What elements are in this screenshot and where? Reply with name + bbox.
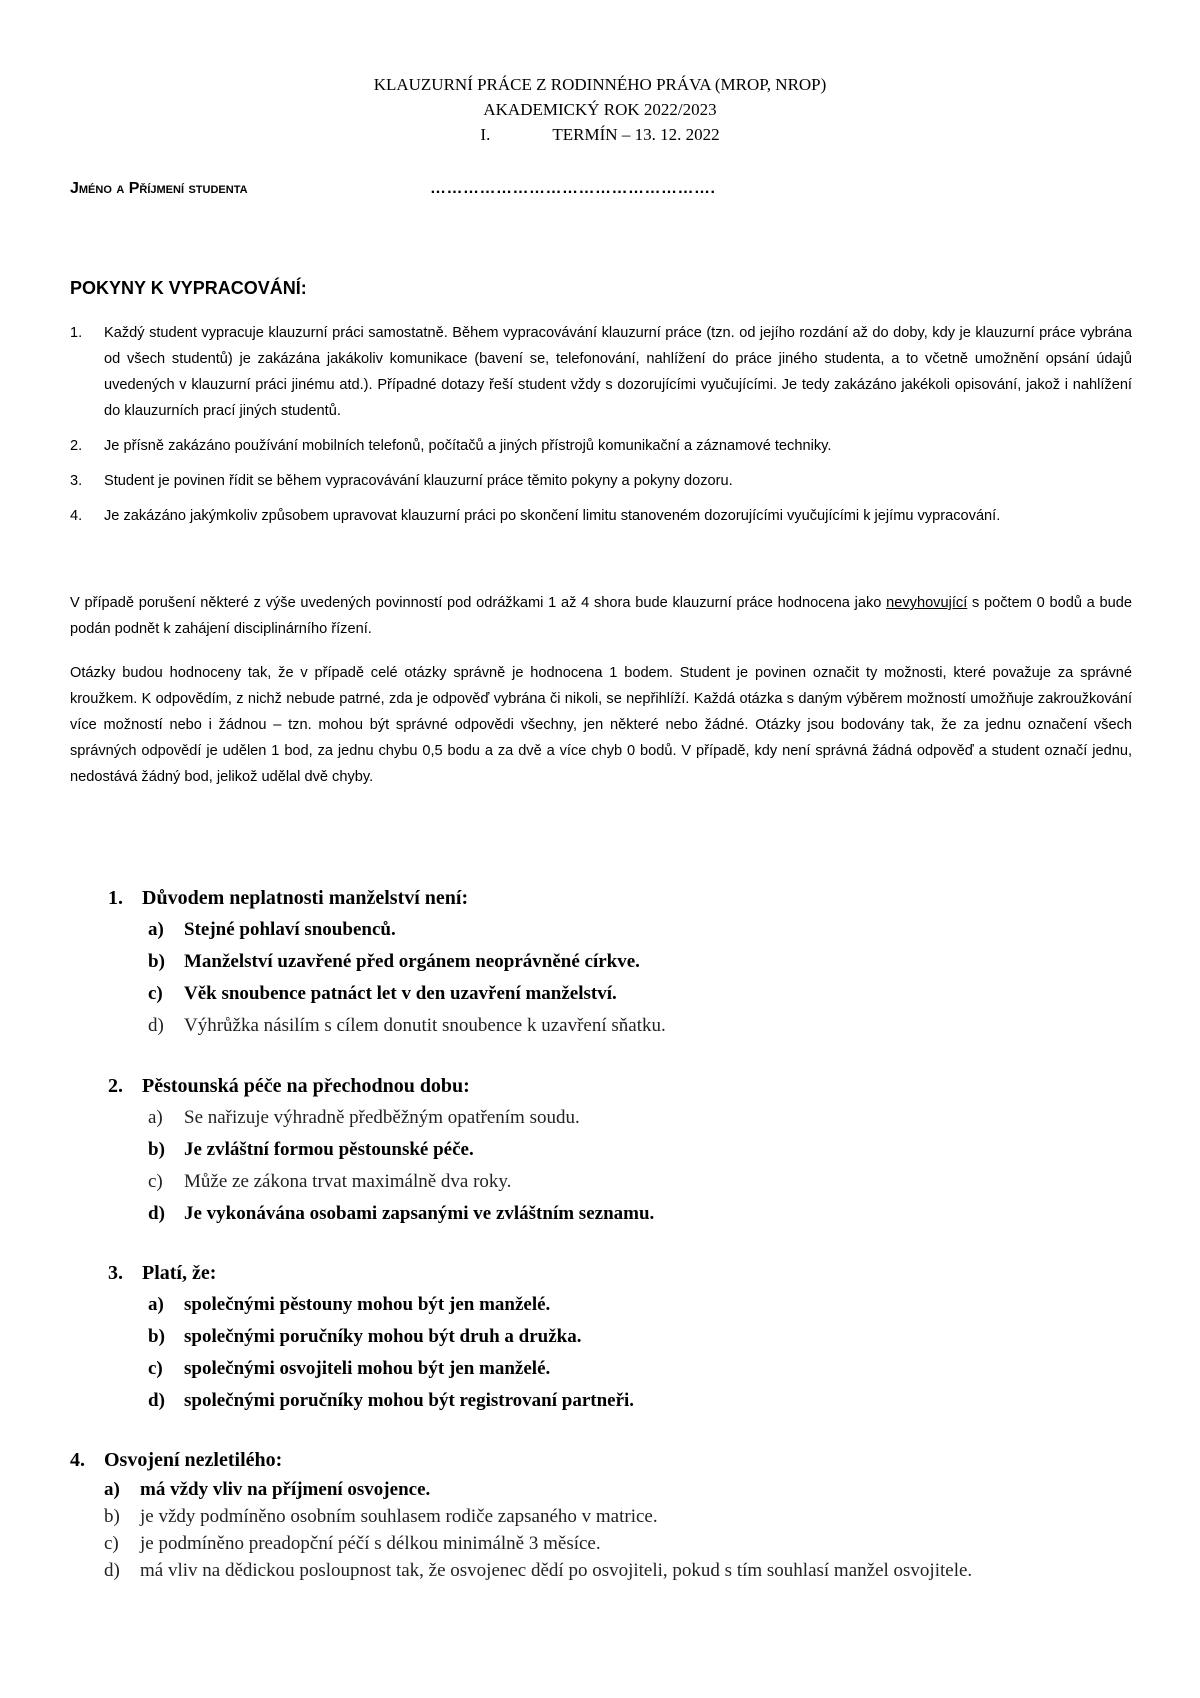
question-title <box>108 882 1138 914</box>
option-text: Výhrůžka násilím s cílem donutit snoubence k uzavření sňatku. <box>184 1015 666 1036</box>
option-letter: c) <box>148 983 163 1004</box>
student-name-field[interactable]: ……………………………………………. <box>430 180 716 197</box>
option-a[interactable] <box>104 1476 1140 1503</box>
question-4 <box>70 1444 1140 1584</box>
option-d[interactable] <box>148 1385 1138 1417</box>
question-text: Osvojení nezletilého: <box>104 1449 283 1471</box>
option-text: Stejné pohlaví snoubenců. <box>184 919 396 940</box>
option-letter: d) <box>148 1015 164 1036</box>
option-text: společnými poručníky mohou být druh a družka. <box>184 1326 582 1347</box>
document-header <box>0 72 1200 147</box>
option-text: Manželství uzavřené před orgánem neoprávněné církve. <box>184 951 640 972</box>
option-c[interactable] <box>104 1530 1140 1557</box>
option-letter: a) <box>148 1107 163 1128</box>
rule-number: 2. <box>70 438 83 454</box>
violation-text-end: s počtem 0 bodů a bude podán podnět k zahájení disciplinárního řízení. <box>70 595 1132 637</box>
header-title: KLAUZURNÍ PRÁCE Z RODINNÉHO PRÁVA (MROP, NROP) <box>373 75 827 94</box>
option-letter: a) <box>148 919 164 940</box>
question-number: 4. <box>70 1449 85 1471</box>
question-text: Důvodem neplatnosti manželství není: <box>142 887 469 909</box>
option-letter: a) <box>148 1294 164 1315</box>
rule-text: Je zakázáno jakýmkoliv způsobem upravovat klauzurní práci po skončení limitu stanoveném dozorujícími vyučujícími k jejímu vypracování. <box>104 508 1001 524</box>
option-text: Je zvláštní formou pěstounské péče. <box>184 1139 474 1160</box>
option-text: Může ze zákona trvat maximálně dva roky. <box>184 1171 512 1192</box>
option-letter: a) <box>104 1479 120 1500</box>
question-number: 3. <box>108 1262 123 1284</box>
option-letter: b) <box>148 1326 165 1347</box>
option-text: společnými pěstouny mohou být jen manželé. <box>184 1294 551 1315</box>
option-letter: d) <box>104 1560 120 1581</box>
option-text: je vždy podmíněno osobním souhlasem rodiče zapsaného v matrice. <box>140 1506 658 1527</box>
option-letter: b) <box>148 1139 165 1160</box>
option-text: společnými osvojiteli mohou být jen manželé. <box>184 1358 551 1379</box>
option-text: Se nařizuje výhradně předběžným opatřením soudu. <box>184 1107 580 1128</box>
question-number: 1. <box>108 887 123 909</box>
rule-item <box>70 320 1132 424</box>
instructions-title: POKYNY K VYPRACOVÁNÍ: <box>70 278 307 298</box>
option-text: má vždy vliv na příjmení osvojence. <box>140 1479 431 1500</box>
rule-number: 3. <box>70 473 83 489</box>
rule-item <box>70 503 1132 529</box>
option-d[interactable] <box>148 1010 1138 1042</box>
violation-text-start: V případě porušení některé z výše uvedených povinností pod odrážkami 1 až 4 shora bude klauzurní práce hodnocena jako <box>70 595 887 611</box>
option-text: Věk snoubence patnáct let v den uzavření manželství. <box>184 983 617 1004</box>
rule-item <box>70 433 1132 459</box>
option-letter: c) <box>148 1358 163 1379</box>
options-list <box>108 914 1138 1042</box>
options-list <box>108 1102 1138 1230</box>
term-number: I. <box>480 125 491 144</box>
rule-item <box>70 468 1132 494</box>
question-text: Platí, že: <box>142 1262 217 1284</box>
option-letter: d) <box>148 1390 165 1411</box>
header-academic-year: AKADEMICKÝ ROK 2022/2023 <box>483 100 717 119</box>
option-text: Je vykonávána osobami zapsanými ve zvláštním seznamu. <box>184 1203 655 1224</box>
question-title <box>70 1444 1140 1476</box>
header-term <box>0 122 1200 147</box>
question-title <box>108 1070 1138 1102</box>
question-2 <box>108 1070 1138 1230</box>
violation-paragraph <box>70 590 1132 642</box>
violation-underlined: nevyhovující <box>886 595 968 611</box>
options-list <box>108 1289 1138 1417</box>
student-name-label: Jméno a Příjmení studenta <box>70 180 248 197</box>
question-number: 2. <box>108 1075 123 1097</box>
options-list <box>70 1476 1140 1584</box>
rule-number: 1. <box>70 325 83 341</box>
question-text: Pěstounská péče na přechodnou dobu: <box>142 1075 470 1097</box>
question-title <box>108 1257 1138 1289</box>
option-c[interactable] <box>148 1353 1138 1385</box>
option-text: společnými poručníky mohou být registrovaní partneři. <box>184 1390 635 1411</box>
option-a[interactable] <box>148 914 1138 946</box>
option-b[interactable] <box>104 1503 1140 1530</box>
option-c[interactable] <box>148 978 1138 1010</box>
option-d[interactable] <box>104 1557 1140 1584</box>
option-letter: b) <box>104 1506 120 1527</box>
student-name-row <box>70 180 715 198</box>
option-letter: b) <box>148 951 165 972</box>
option-d[interactable] <box>148 1198 1138 1230</box>
scoring-paragraph: Otázky budou hodnoceny tak, že v případě celé otázky správně je hodnocena 1 bodem. Student je povinen označit ty možnosti, které považuje za správné kroužkem. K odpovědím, z nichž nebude patrné, zda je odpověď vybrána či nikoli, se nepřihlíží. Každá otázka s daným výběrem možností umožňuje zakroužkování více možností nebo i žádnou – tzn. mohou být správné odpovědi všechny, jen některé nebo žádné. Otázky jsou bodovány tak, že za jednu označení všech správných odpovědí je udělen 1 bod, za jednu chybu 0,5 bodu a za dvě a více chyb 0 bodů. V případě, kdy není správná žádná odpověď a student označí jednu, nedostává žádný bod, jelikož udělal dvě chyby. <box>70 665 1132 785</box>
question-3 <box>108 1257 1138 1417</box>
rule-text: Každý student vypracuje klauzurní práci samostatně. Během vypracovávání klauzurní práce (tzn. od jejího rozdání až do doby, kdy je klauzurní práce vybrána od všech studentů) je zakázána jakákoliv komunikace (bavení se, telefonování, nahlížení do práce jiného studenta, a to včetně umožnění opsání údajů uvedených v klauzurní práci jinému atd.). Případné dotazy řeší student vždy s dozorujícími vyučujícími. Je tedy zakázáno jakékoli opisování, jakož i nahlížení do klauzurních prací jiných studentů. <box>104 325 1132 419</box>
option-letter: c) <box>104 1533 119 1554</box>
question-1 <box>108 882 1138 1042</box>
option-letter: d) <box>148 1203 165 1224</box>
option-text: má vliv na dědickou posloupnost tak, že osvojenec dědí po osvojiteli, pokud s tím souhlasí manžel osvojitele. <box>140 1560 973 1581</box>
option-b[interactable] <box>148 946 1138 978</box>
instructions-list <box>70 320 1132 538</box>
option-text: je podmíněno preadopční péčí s délkou minimálně 3 měsíce. <box>140 1533 601 1554</box>
option-a[interactable] <box>148 1289 1138 1321</box>
rule-number: 4. <box>70 508 83 524</box>
option-c[interactable] <box>148 1166 1138 1198</box>
option-a[interactable] <box>148 1102 1138 1134</box>
rule-text: Student je povinen řídit se během vypracovávání klauzurní práce těmito pokyny a pokyny dozoru. <box>104 473 733 489</box>
rule-text: Je přísně zakázáno používání mobilních telefonů, počítačů a jiných přístrojů komunikační a záznamové techniky. <box>104 438 832 454</box>
option-b[interactable] <box>148 1134 1138 1166</box>
option-letter: c) <box>148 1171 163 1192</box>
option-b[interactable] <box>148 1321 1138 1353</box>
term-date: TERMÍN – 13. 12. 2022 <box>552 125 720 144</box>
